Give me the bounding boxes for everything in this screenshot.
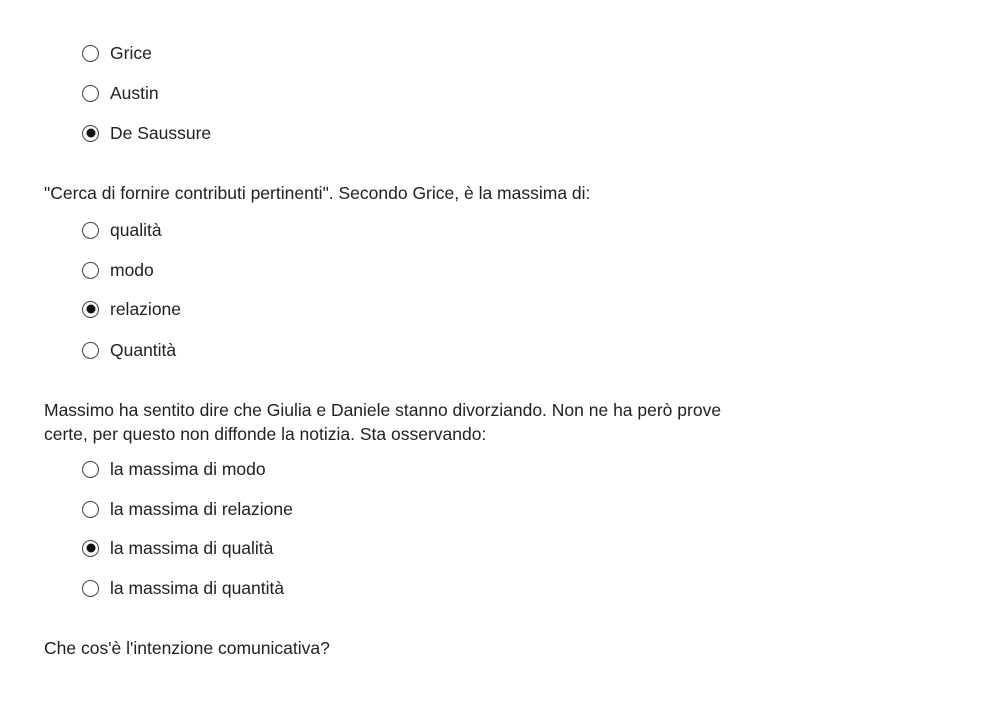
option-label: Austin	[110, 83, 159, 103]
option-label: De Saussure	[110, 123, 212, 143]
option-grice[interactable]	[82, 41, 152, 65]
question-text: Che cos'è l'intenzione comunicativa?	[44, 638, 330, 658]
question-text: Massimo ha sentito dire che Giulia e Daniele stanno divorziando. Non ne ha però prove certe, per questo non diffonde la notizia. Sta osservando:	[44, 400, 722, 444]
option-relazione[interactable]	[82, 297, 181, 321]
radio-unselected-icon[interactable]	[82, 461, 99, 478]
option-label: la massima di quantità	[110, 578, 285, 598]
option-massima-quantita[interactable]	[82, 576, 284, 600]
question-text: "Cerca di fornire contributi pertinenti". Secondo Grice, è la massima di:	[44, 183, 591, 203]
option-quantita[interactable]	[82, 338, 176, 362]
option-massima-qualita[interactable]	[82, 536, 273, 560]
radio-unselected-icon[interactable]	[82, 222, 99, 239]
radio-selected-icon[interactable]	[82, 301, 99, 318]
radio-unselected-icon[interactable]	[82, 262, 99, 279]
option-label: la massima di modo	[110, 459, 266, 479]
radio-unselected-icon[interactable]	[82, 580, 99, 597]
option-label: la massima di qualità	[110, 538, 274, 558]
radio-unselected-icon[interactable]	[82, 45, 99, 62]
option-label: qualità	[110, 220, 162, 240]
option-label: relazione	[110, 299, 182, 319]
option-austin[interactable]	[82, 81, 159, 105]
option-de-saussure[interactable]	[82, 121, 211, 145]
radio-selected-icon[interactable]	[82, 540, 99, 557]
radio-selected-icon[interactable]	[82, 125, 99, 142]
option-label: modo	[110, 260, 154, 280]
option-qualita[interactable]	[82, 218, 162, 242]
radio-unselected-icon[interactable]	[82, 85, 99, 102]
option-label: la massima di relazione	[110, 499, 293, 519]
option-label: Grice	[110, 43, 152, 63]
option-modo[interactable]	[82, 258, 154, 282]
option-massima-modo[interactable]	[82, 457, 266, 481]
option-label: Quantità	[110, 340, 177, 360]
radio-unselected-icon[interactable]	[82, 501, 99, 518]
option-massima-relazione[interactable]	[82, 497, 293, 521]
radio-unselected-icon[interactable]	[82, 342, 99, 359]
